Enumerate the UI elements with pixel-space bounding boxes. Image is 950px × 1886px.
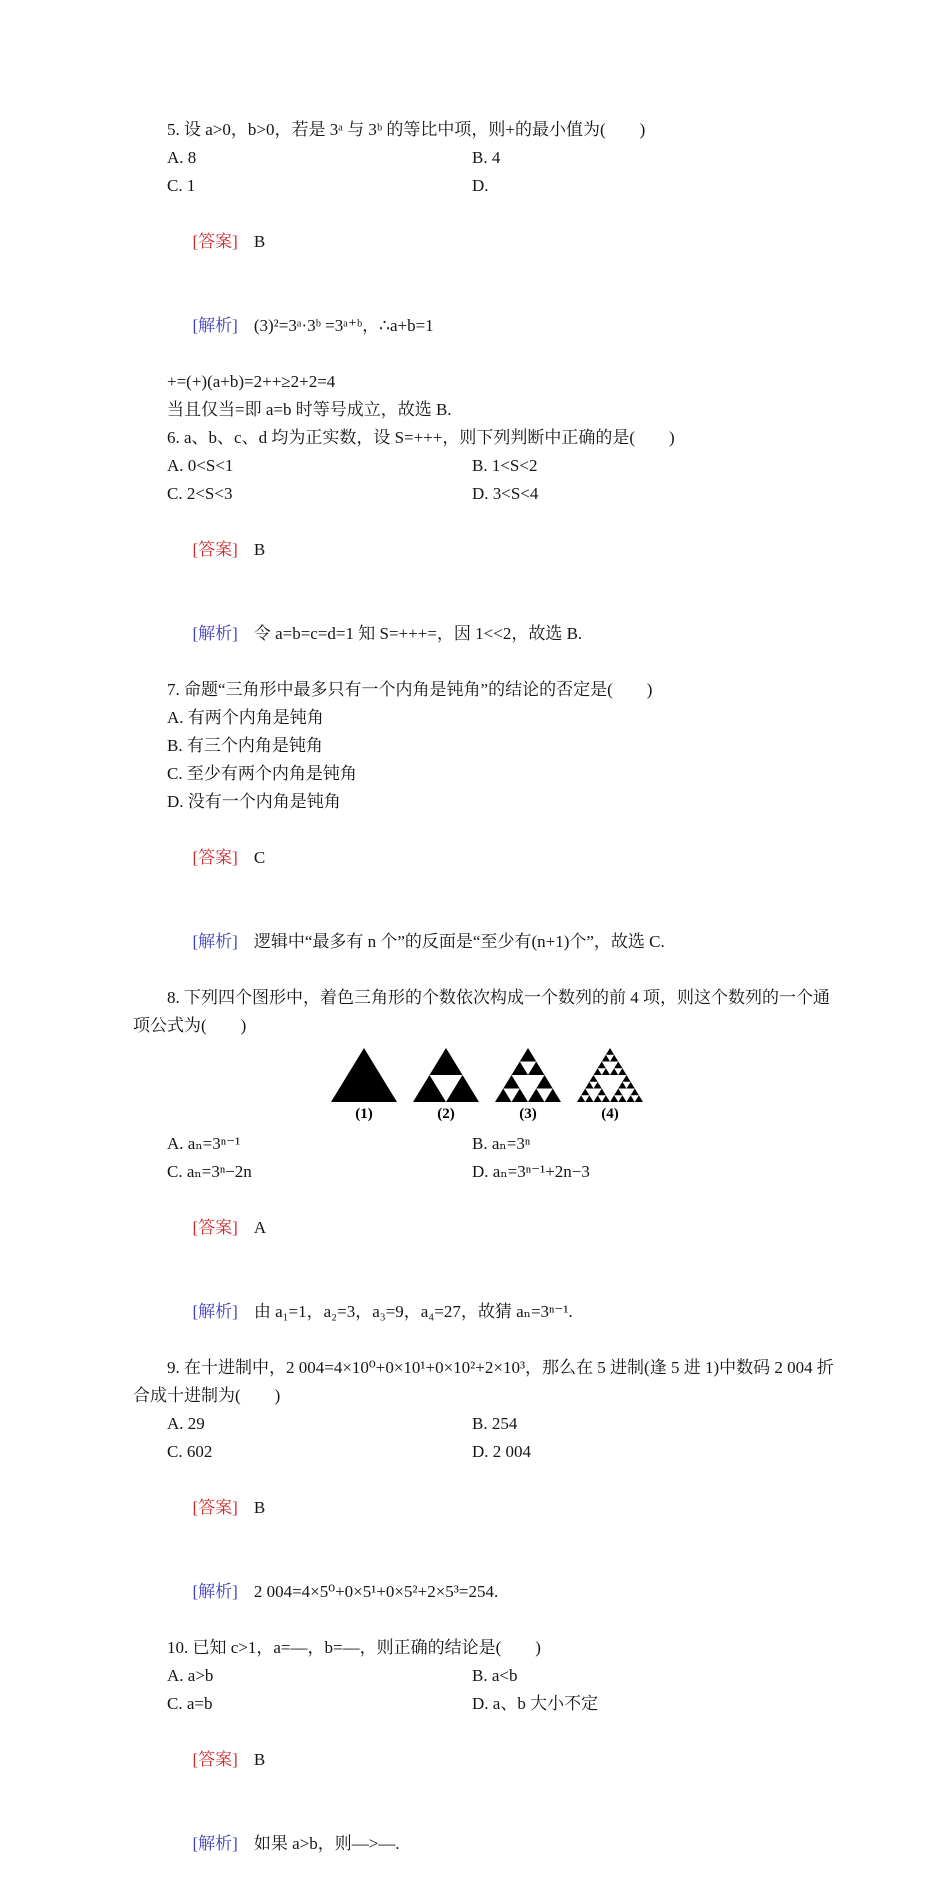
question-5-analysis-text: (3)²=3ᵃ·3ᵇ =3ᵃ⁺ᵇ，∴a+b=1 xyxy=(253,316,434,335)
question-9-text: 9. 在十进制中，2 004=4×10⁰+0×10¹+0×10²+2×10³，那么在 5 进制(逢 5 进 1)中数码 2 004 折合成十进制为( ) xyxy=(133,1358,834,1405)
question-6-answer-line xyxy=(133,508,841,592)
sierpinski-triangle-1-icon xyxy=(331,1048,397,1102)
analysis-tag: [解析] xyxy=(192,316,238,335)
option-row xyxy=(167,788,841,816)
option-row xyxy=(167,732,841,760)
question-7-answer-value: C xyxy=(253,848,266,867)
question-6 xyxy=(133,424,841,676)
question-9-answer-value: B xyxy=(253,1498,266,1517)
question-8-option-c: C. aₙ=3ⁿ−2n xyxy=(167,1162,252,1181)
question-6-answer-value: B xyxy=(253,540,266,559)
question-5-answer-line xyxy=(133,200,841,284)
analysis-tag: [解析] xyxy=(192,1834,238,1853)
sierpinski-triangle-3-icon xyxy=(495,1048,561,1102)
question-7 xyxy=(133,676,841,984)
question-5-analysis-extra-2: 当且仅当=即 a=b 时等号成立，故选 B. xyxy=(167,400,452,419)
answer-tag: [答案] xyxy=(192,848,238,867)
question-8-answer-value: A xyxy=(253,1218,267,1237)
option-row xyxy=(167,704,841,732)
question-5 xyxy=(133,116,841,424)
option-row xyxy=(167,1158,841,1186)
question-9-option-a: A. 29 xyxy=(167,1414,205,1433)
question-9-option-d: D. 2 004 xyxy=(472,1442,532,1461)
answer-tag: [答案] xyxy=(192,232,238,251)
figure-label-2: (2) xyxy=(437,1106,455,1122)
question-7-option-c: C. 至少有两个内角是钝角 xyxy=(167,764,357,783)
question-10-option-d: D. a、b 大小不定 xyxy=(472,1694,599,1713)
question-5-answer-value: B xyxy=(253,232,266,251)
question-10-option-c: C. a=b xyxy=(167,1694,213,1713)
question-9-analysis-text: 2 004=4×5⁰+0×5¹+0×5²+2×5³=254. xyxy=(253,1582,499,1601)
analysis-tag: [解析] xyxy=(192,624,238,643)
question-8-options xyxy=(133,1130,841,1186)
question-7-option-d: D. 没有一个内角是钝角 xyxy=(167,792,341,811)
option-row xyxy=(167,1130,841,1158)
question-7-options xyxy=(133,704,841,816)
option-row xyxy=(167,1690,841,1718)
option-row xyxy=(167,1410,841,1438)
sierpinski-figure-2 xyxy=(413,1048,479,1124)
question-7-analysis-line xyxy=(133,900,841,984)
question-9-option-b: B. 254 xyxy=(472,1414,518,1433)
question-6-analysis-text: 令 a=b=c=d=1 知 S=+++=，因 1<<2，故选 B. xyxy=(253,624,583,643)
question-8-option-d: D. aₙ=3ⁿ⁻¹+2n−3 xyxy=(472,1162,590,1181)
question-9-answer-line xyxy=(133,1466,841,1550)
question-10-answer-value: B xyxy=(253,1750,266,1769)
question-5-option-a: A. 8 xyxy=(167,148,197,167)
figure-label-4: (4) xyxy=(601,1106,619,1122)
question-6-text: 6. a、b、c、d 均为正实数，设 S=+++，则下列判断中正确的是( ) xyxy=(167,428,675,447)
analysis-tag: [解析] xyxy=(192,1582,238,1601)
sierpinski-figure-3 xyxy=(495,1048,561,1124)
answer-tag: [答案] xyxy=(192,1498,238,1517)
question-9 xyxy=(133,1354,841,1634)
sierpinski-triangle-2-icon xyxy=(413,1048,479,1102)
question-10-analysis-line xyxy=(133,1802,841,1886)
question-10-option-b: B. a<b xyxy=(472,1666,518,1685)
question-7-answer-line xyxy=(133,816,841,900)
question-7-analysis-text: 逻辑中“最多有 n 个”的反面是“至少有(n+1)个”，故选 C. xyxy=(253,932,665,951)
question-6-analysis-line xyxy=(133,592,841,676)
figure-label-1: (1) xyxy=(355,1106,373,1122)
question-9-analysis-line xyxy=(133,1550,841,1634)
question-5-options xyxy=(133,144,841,200)
question-7-text: 7. 命题“三角形中最多只有一个内角是钝角”的结论的否定是( ) xyxy=(167,680,653,699)
question-5-option-d: D. xyxy=(472,176,489,195)
question-6-option-c: C. 2<S<3 xyxy=(167,484,233,503)
option-row xyxy=(167,1438,841,1466)
question-6-option-a: A. 0<S<1 xyxy=(167,456,234,475)
option-row xyxy=(167,480,841,508)
question-8-option-a: A. aₙ=3ⁿ⁻¹ xyxy=(167,1134,241,1153)
question-8-analysis-text: 由 a₁=1，a₂=3，a₃=9，a₄=27，故猜 aₙ=3ⁿ⁻¹. xyxy=(253,1302,573,1321)
question-9-option-c: C. 602 xyxy=(167,1442,213,1461)
question-5-analysis-line xyxy=(133,284,841,368)
question-8-analysis-line xyxy=(133,1270,841,1354)
question-10-analysis-text: 如果 a>b，则—>—. xyxy=(253,1834,400,1853)
sierpinski-triangles-figure xyxy=(133,1048,841,1124)
question-5-text: 5. 设 a>0，b>0，若是 3ᵃ 与 3ᵇ 的等比中项，则+的最小值为( ) xyxy=(167,120,646,139)
answer-tag: [答案] xyxy=(192,540,238,559)
question-8-option-b: B. aₙ=3ⁿ xyxy=(472,1134,531,1153)
question-7-option-a: A. 有两个内角是钝角 xyxy=(167,708,324,727)
sierpinski-triangle-4-icon xyxy=(577,1048,643,1102)
question-10-option-a: A. a>b xyxy=(167,1666,214,1685)
option-row xyxy=(167,452,841,480)
answer-tag: [答案] xyxy=(192,1750,238,1769)
figure-label-3: (3) xyxy=(519,1106,537,1122)
question-5-option-c: C. 1 xyxy=(167,176,196,195)
sierpinski-figure-1 xyxy=(331,1048,397,1124)
sierpinski-figure-4 xyxy=(577,1048,643,1124)
question-8-answer-line xyxy=(133,1186,841,1270)
question-7-option-b: B. 有三个内角是钝角 xyxy=(167,736,323,755)
question-8-text: 8. 下列四个图形中，着色三角形的个数依次构成一个数列的前 4 项，则这个数列的一个通项公式为( ) xyxy=(133,988,830,1035)
question-10-answer-line xyxy=(133,1718,841,1802)
answer-tag: [答案] xyxy=(192,1218,238,1237)
question-6-options xyxy=(133,452,841,508)
question-10-text: 10. 已知 c>1，a=—，b=—，则正确的结论是( ) xyxy=(167,1638,541,1657)
analysis-tag: [解析] xyxy=(192,932,238,951)
question-5-analysis-extra-1: +=(+)(a+b)=2++≥2+2=4 xyxy=(167,372,336,391)
option-row xyxy=(167,144,841,172)
question-8 xyxy=(133,984,841,1354)
option-row xyxy=(167,1662,841,1690)
option-row xyxy=(167,760,841,788)
option-row xyxy=(167,172,841,200)
question-6-option-b: B. 1<S<2 xyxy=(472,456,538,475)
question-6-option-d: D. 3<S<4 xyxy=(472,484,539,503)
analysis-tag: [解析] xyxy=(192,1302,238,1321)
document-page xyxy=(133,116,841,1886)
question-10-options xyxy=(133,1662,841,1718)
question-5-option-b: B. 4 xyxy=(472,148,501,167)
question-10 xyxy=(133,1634,841,1886)
question-9-options xyxy=(133,1410,841,1466)
